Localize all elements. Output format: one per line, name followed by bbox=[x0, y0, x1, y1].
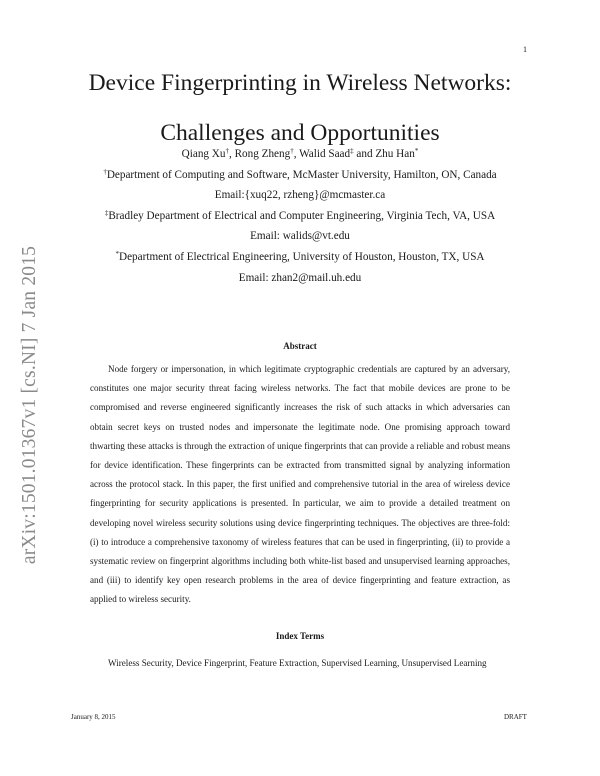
affiliation-text: Department of Computing and Software, McMaster University, Hamilton, ON, Canada bbox=[106, 168, 497, 181]
affiliation-mark: * bbox=[414, 147, 419, 155]
abstract-text: Node forgery or impersonation, in which legitimate cryptographic credentials are captured by an adversary, constitutes one major security threat facing wireless networks. The fact that mobile devices are prone to be compromised and reverse engineered significantly increases the risk of such attacks in which adversaries can obtain secret keys on trusted nodes and impersonate the legitimate node. One promising approach toward thwarting these attacks is through the extraction of unique fingerprints that can provide a reliable and robust means for device identification. These fingerprints can be extracted from transmitted signal by analyzing information across the protocol stack. In this paper, the first unified and comprehensive tutorial in the area of wireless device fingerprinting for security applications is presented. In particular, we aim to provide a detailed treatment on developing novel wireless security solutions using device fingerprinting techniques. The objectives are three-fold: (i) to introduce a comprehensive taxonomy of wireless features that can be used in fingerprinting, (ii) to provide a systematic review on fingerprint algorithms including both white-list based and unsupervised learning approaches, and (iii) to identify key open research problems in the area of device fingerprinting and feature extraction, as applied to wireless security. bbox=[90, 364, 510, 605]
author-name: Qiang Xu bbox=[181, 148, 226, 160]
affiliation-text: Department of Electrical Engineering, University of Houston, Houston, TX, USA bbox=[119, 250, 485, 263]
author-list bbox=[70, 144, 530, 165]
authors-block bbox=[70, 144, 530, 288]
author-separator: and bbox=[353, 148, 376, 160]
abstract-heading: Abstract bbox=[283, 341, 317, 351]
page-number: 1 bbox=[523, 45, 527, 54]
affiliation-email: Email:{xuq22, rzheng}@mcmaster.ca bbox=[214, 189, 386, 202]
index-terms-text: Wireless Security, Device Fingerprint, Feature Extraction, Supervised Learning, Unsupervised Learning bbox=[108, 658, 487, 668]
author-separator: , bbox=[293, 148, 300, 160]
affiliation-mark: ‡ bbox=[350, 147, 354, 155]
affiliation-mark: ‡ bbox=[104, 208, 109, 217]
index-terms-heading: Index Terms bbox=[275, 631, 325, 641]
author-name: Walid Saad bbox=[299, 148, 351, 160]
affiliation-text: Bradley Department of Electrical and Computer Engineering, Virginia Tech, VA, USA bbox=[108, 209, 496, 222]
abstract-body bbox=[90, 360, 510, 610]
affiliation-mark: * bbox=[115, 249, 119, 258]
paper-title-line-1: Device Fingerprinting in Wireless Networks: bbox=[88, 70, 512, 96]
affiliation-mark: † bbox=[225, 147, 229, 155]
footer-date: January 8, 2015 bbox=[71, 713, 116, 721]
author-separator: , bbox=[228, 148, 235, 160]
affiliation-mark: † bbox=[103, 167, 107, 176]
affiliation-email: Email: walids@vt.edu bbox=[250, 230, 350, 243]
affiliation-mark: † bbox=[290, 147, 294, 155]
author-name: Zhu Han bbox=[375, 148, 415, 160]
paper-title-line-2: Challenges and Opportunities bbox=[160, 120, 440, 146]
footer-draft-label: DRAFT bbox=[504, 713, 527, 721]
author-name: Rong Zheng bbox=[234, 148, 291, 160]
arxiv-identifier-stamp: arXiv:1501.01367v1 [cs.NI] 7 Jan 2015 bbox=[19, 245, 40, 565]
affiliation-line bbox=[70, 247, 530, 268]
affiliation-line bbox=[70, 206, 530, 227]
paper-title bbox=[60, 58, 540, 158]
index-terms-body bbox=[90, 654, 510, 673]
affiliation-line bbox=[70, 165, 530, 186]
affiliation-email: Email: zhan2@mail.uh.edu bbox=[238, 271, 362, 284]
